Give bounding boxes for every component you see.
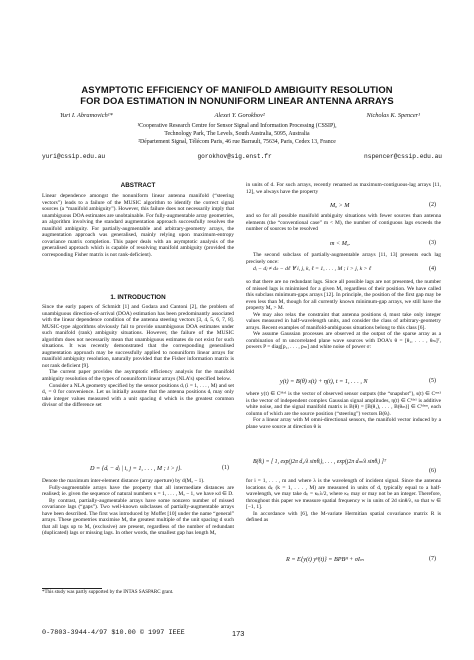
equation-7: R = E{y(t) yᴴ(t)} = BPBᴴ + σIₘ — [286, 556, 364, 563]
affiliation-1a: ¹Cooperative Research Centre for Sensor Signal and Information Processing (CSSIP), — [137, 123, 337, 129]
paper-title — [0, 84, 474, 106]
equation-1-number: (1) — [222, 465, 229, 471]
right-paragraph-2: and so for all possible manifold ambiguity situations with fewer sources than antenna elements (the “conventional case” m < M), the number of contiguous lags exceeds the number of sources to be resolved — [246, 213, 441, 233]
equation-2-number: (2) — [429, 202, 436, 208]
equation-2: Mₐ > M — [330, 202, 350, 209]
equation-5-number: (5) — [429, 378, 436, 384]
intro-heading: 1. INTRODUCTION — [110, 294, 166, 301]
author-3: Nicholas K. Spencer¹ — [366, 112, 420, 119]
right-paragraph-4: so that there are no redundant lags. Since all possible lags are not presented, the number of missed lags is minimised for a given M, regardless of their position. We have called this subclass minimum-gaps arrays [12]. In principle, the position of the first gap may be even less than M, though for all currently known minimum-gap arrays, we still have the property Mₐ > M. — [246, 279, 441, 312]
intro-paragraph-4: Denote the maximum inter-element distance (array aperture) by d(Mₐ − 1). — [42, 478, 205, 484]
right-paragraph-8: For a linear array with M omni-directional sensors, the manifold vector induced by a plane wave source at direction θ is — [246, 417, 441, 430]
equation-3-number: (3) — [429, 240, 436, 246]
title-line-2: FOR DOA ESTIMATION IN NONUNIFORM LINEAR ANTENNA ARRAYS — [80, 95, 394, 106]
author-list — [60, 112, 420, 119]
equation-5: y(t) = B(θ) s(t) + η(t), t = 1, . . . , N — [280, 378, 368, 385]
author-2: Alexei Y. Gorokhov² — [214, 112, 265, 119]
right-paragraph-6: We assume Gaussian processes are observed at the output of the sparse array as a combination of m uncorrelated plane wave sources with DOA’s θ = [θ₁, . . . , θₘ]ᵀ, powers P = diag[p₁, . . . , pₘ] and white noise of power σ: — [246, 331, 441, 351]
right-paragraph-7: where y(t) ∈ Cᴹˣ¹ is the vector of observed sensor outputs (the “snapshot”), s(t) ∈ Cᵐˣ¹ is the vector of independent complex Gaussian signal amplitudes, η(t) ∈ Cᴹˣ¹ is additive white noise, and the signal manifold matrix is B(θ) = [B(θ₁), . . . , B(θₘ)] ∈ Cᴹˣᵐ, each column of which are the source position (“steering”) vectors B(θᵢ). — [246, 391, 441, 417]
right-paragraph-9: for i = 1, . . . , m and where λ is the wavelength of incident signal. Since the antenna locations dₖ (k = 1, . . . , M) are measured in units of d, typically equal to a half-wavelength, we may take dₖ = κₖλ/2, where κₖ may or may not be an integer. Therefore, throughout this paper we measure spatial frequency w in units of 2d sinθ/λ, so that w ∈ [−1, 1]. — [246, 478, 441, 511]
equation-6-number: (6) — [429, 468, 436, 474]
right-paragraph-5: We may also relax the constraint that antenna positions dᵢ must take only integer values measured in half-wavelength units, and consider the class of arbitrary-geometry arrays. Recent examples of manifold-ambiguous situations belong to this class [6]. — [246, 311, 441, 331]
title-line-1: ASYMPTOTIC EFFICIENCY OF MANIFOLD AMBIGUITY RESOLUTION — [81, 84, 393, 95]
author-1: Yuri I. Abramovich¹* — [60, 112, 113, 119]
affiliation-1b: Technology Park, The Levels, South Australia, 5095, Australia — [164, 130, 310, 137]
email-list — [42, 153, 442, 160]
footnote-rule — [42, 588, 102, 589]
abstract-heading: ABSTRACT — [120, 182, 156, 189]
equation-1: D = {dᵢ − dⱼ | i, j = 1, . . . , M ; i > j}. — [90, 465, 182, 472]
equation-3: m < Mₐ. — [330, 240, 351, 247]
footnote: *This study was partly supported by the INTAS SASPARC grant. — [42, 590, 174, 595]
equation-4-number: (4) — [429, 266, 436, 272]
intro-paragraph-6: By contrast, partially-augmentable arrays have some nonzero number of missed covariance lags (“gaps”). Two well-known subclasses of partially-augmentable arrays have been described. The first was introduced by Moffet [10] under the name “general” arrays. These geometries maximise Mₐ the greatest multiple of the unit spacing d such that all lags up to Mₐ (exclusive) are present, regardless of the number of redundant (duplicated) lags or missing lags. In other words, the smallest gap has length Mₐ — [42, 497, 234, 537]
email-2: gorokhov@sig.enst.fr — [197, 153, 272, 160]
right-paragraph-3: The second subclass of partially-augmentable arrays [11, 13] presents each lag precisely once: — [246, 252, 441, 265]
intro-paragraph-1: Since the early papers of Schmidt [1] and Godara and Cantoni [2], the problem of unambiguous direction-of-arrival (DOA) estimation has been predominantly associated with the linear dependence condition of the antenna steering vectors [3, 4, 5, 6, 7, 8]. MUSIC-type algorithms obviously fail to provide unambiguous DOA estimates under such manifold (rank) ambiguity situations. However, the failure of the MUSIC algorithm does not necessarily mean that unambiguous estimates do not exist for such situations. It was recently demonstrated that the corresponding generalised augmentation approach may be successfully applied to nonuniform linear arrays for manifold ambiguity resolution, naturally provided that the Fisher information matrix is not rank deficient [9]. — [42, 304, 234, 369]
copyright-line: 0-7803-3944-4/97 $10.00 © 1997 IEEE — [42, 629, 185, 637]
intro-paragraph-2: The current paper provides the asymptotic efficiency analysis for the manifold ambiguity resolution of the types of nonuniform linear arrays (NLA’s) specified below. — [42, 369, 234, 383]
right-paragraph-1: in units of d. For such arrays, recently renamed as maximum-contiguous-lag arrays [11, 12], we always have the property — [246, 182, 441, 195]
affiliation-2: ²Département Signal, Télécom Paris, 46 rue Barrault, 75634, Paris, Cedex 13, France — [138, 139, 336, 145]
email-3: nspencer@cssip.edu.au — [364, 153, 442, 160]
equation-7-number: (7) — [429, 556, 436, 562]
page-number: 173 — [232, 629, 245, 638]
email-1: yuri@cssip.edu.au — [42, 153, 106, 160]
right-paragraph-10: In accordance with [6], the M-variate Hermitian spatial covariance matrix R is defined as — [246, 510, 441, 524]
equation-4: dᵢ − dⱼ ≠ dₖ − dℓ ∀ i, j, k, ℓ = 1, . . . , M ; i > j, k > ℓ — [253, 266, 372, 272]
equation-6: B(θᵢ) = [ 1, exp(j2π d₂/λ sinθᵢ), . . . , exp(j2π dₘ/λ sinθᵢ) ]ᵀ — [253, 459, 387, 465]
abstract-text: Linear dependence amongst the nonuniform linear antenna manifold (“steering vectors”) leads to a failure of the MUSIC algorithm to identify the correct signal sources (a “manifold ambiguity”). However, this failure does not necessarily imply that unambiguous DOA estimates are unobtainable. For fully-augmentable array geometries, an algorithm involving the standard augmentation approach successfully resolves the manifold ambiguity. For partially-augmentable and arbitrary-geometry arrays, the augmentation approach was generalised, mainly relying upon maximum-entropy covariance matrix completion. This paper deals with an asymptotic analysis of the generalised approach which is capable of resolving manifold ambiguity (provided the corresponding Fisher matrix is not rank-deficient). — [42, 193, 234, 258]
intro-paragraph-3: Consider a NLA geometry specified by the sensor positions dᵢ (i = 1, . . . , M) and set d₁ = 0 for convenience. Let us initially assume that the antenna positions dᵢ may only take integer values measured with a unit spacing d which is the greatest common divisor of the difference set — [42, 382, 234, 409]
intro-paragraph-5: Fully-augmentable arrays have the property that all intermediate distances are realised; ie. given the sequence of natural numbers κ = 1, . . . , Mₐ − 1, we have κd ∈ D. — [42, 484, 234, 498]
